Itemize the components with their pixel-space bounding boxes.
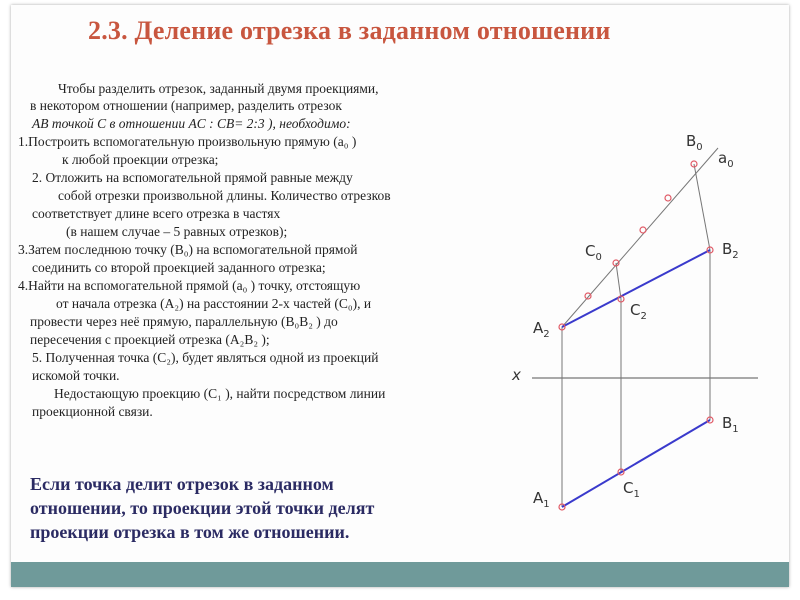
text-line: Недостающую проекцию (C₁ ), найти посредством линии bbox=[54, 386, 386, 401]
text-line: Чтобы разделить отрезок, заданный двумя проекциями, bbox=[58, 81, 379, 96]
text-line: провести через неё прямую, параллельную (B₀B₂ ) до bbox=[30, 314, 338, 329]
label-x: x bbox=[512, 366, 521, 384]
division-points bbox=[559, 161, 713, 510]
slide-title: 2.3. Деление отрезка в заданном отношении bbox=[88, 16, 611, 45]
label-c1: $C_1$ bbox=[623, 479, 640, 500]
text-line: 2. Отложить на вспомогательной прямой равные между bbox=[32, 170, 353, 185]
text-line: искомой точки. bbox=[32, 368, 120, 383]
conclusion-line: отношении, то проекции этой точки делят bbox=[30, 498, 375, 518]
parallel-c0-c2 bbox=[616, 263, 621, 299]
text-line: пересечения с проекцией отрезка (A₂B₂ ); bbox=[30, 332, 270, 347]
label-a2: $A_2$ bbox=[533, 319, 550, 340]
label-a0: $a_0$ bbox=[718, 149, 734, 170]
text-line: соответствует длине всего отрезка в частях bbox=[32, 206, 281, 221]
text-line: (в нашем случае – 5 равных отрезков); bbox=[66, 224, 288, 239]
conclusion-line: Если точка делит отрезок в заданном bbox=[30, 474, 334, 494]
text-line: к любой проекции отрезка; bbox=[62, 152, 219, 167]
connector-b0-b2 bbox=[694, 164, 710, 250]
text-line: от начала отрезка (A₂) на расстоянии 2-х частей (C₀), и bbox=[56, 296, 372, 311]
label-c2: $C_2$ bbox=[630, 301, 647, 322]
text-line: собой отрезки произвольной длины. Количество отрезков bbox=[58, 188, 391, 203]
label-b2: $B_2$ bbox=[722, 240, 739, 261]
text-line: 1.Построить вспомогательную произвольную прямую (a₀ ) bbox=[18, 134, 357, 149]
text-line: 5. Полученная точка (C₂), будет являться одной из проекций bbox=[32, 350, 379, 365]
text-line: 4.Найти на вспомогательной прямой (a₀ ) точку, отстоящую bbox=[18, 278, 361, 293]
text-line: соединить со второй проекцией заданного отрезка; bbox=[32, 260, 326, 275]
division-point bbox=[640, 227, 646, 233]
text-line: 3.Затем последнюю точку (B₀) на вспомогательной прямой bbox=[18, 242, 358, 257]
label-b0: $B_0$ bbox=[686, 132, 703, 153]
text-line: в некотором отношении (например, разделить отрезок bbox=[30, 98, 342, 113]
text-line: AB точкой C в отношении AC : CB= 2:3 ), необходимо: bbox=[32, 116, 351, 131]
conclusion-line: проекции отрезка в том же отношении. bbox=[30, 522, 350, 542]
label-a1: $A_1$ bbox=[533, 489, 550, 510]
text-line: проекционной связи. bbox=[32, 404, 153, 419]
label-c0: $C_0$ bbox=[585, 242, 602, 263]
division-point bbox=[585, 293, 591, 299]
label-b1: $B_1$ bbox=[722, 414, 739, 435]
division-point bbox=[665, 195, 671, 201]
